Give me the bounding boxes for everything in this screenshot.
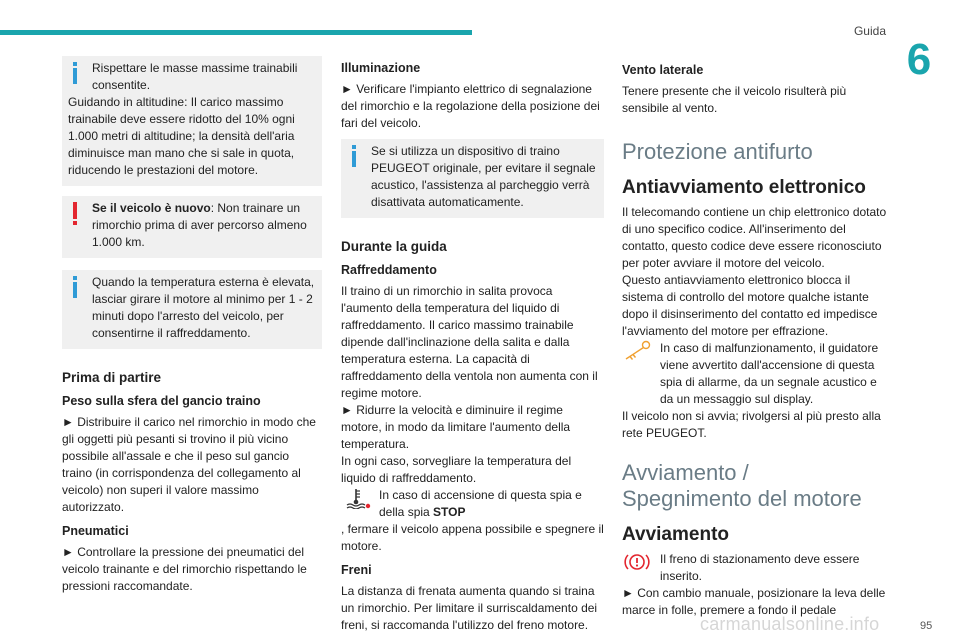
title-avviamento: Avviamento: [622, 524, 729, 545]
header-accent-bar: [0, 30, 472, 35]
warning-box-new-vehicle: [62, 196, 322, 258]
info-box-towing-device: [341, 139, 604, 218]
section-name: Guida: [853, 24, 886, 38]
parking-brake-paragraph: [622, 551, 887, 585]
column-1: [62, 56, 322, 602]
heading-freni: Freni: [341, 563, 372, 577]
chapter-number: 6: [906, 35, 932, 84]
coolant-temperature-icon: [341, 487, 371, 509]
title-avviamento-spegnimento: [622, 460, 887, 512]
title-protezione-antifurto: Protezione antifurto: [622, 139, 813, 164]
paragraph-pneumatici: ► Controllare la pressione dei pneumatici del veicolo trainante e del rimorchio rispettando le pressioni raccomandate.: [62, 545, 307, 593]
heading-prima-di-partire: Prima di partire: [62, 370, 162, 385]
paragraph-peso: ► Distribuire il carico nel rimorchio in modo che gli oggetti più pesanti si trovino il più vicino possibile all'assale e che il peso sul gancio traino (in corrispondenza del collegamento al veicolo) non superi il valore massimo autorizzato.: [62, 415, 316, 514]
info-icon: [349, 145, 359, 173]
key-warning-icon: [622, 340, 652, 362]
info-box-text: Rispettare le masse massime trainabili consentite.: [92, 61, 298, 92]
info-icon: [70, 62, 80, 90]
heading-peso-gancio: Peso sulla sfera del gancio traino: [62, 394, 261, 408]
paragraph-raffreddamento-2: ► Ridurre la velocità e diminuire il regime motore, in modo da limitare l'aumento della temperatura.: [341, 403, 571, 451]
info-box-temperature: [62, 270, 322, 349]
title-antiavviamento: Antiavviamento elettronico: [622, 177, 866, 198]
info-box-text: Se si utilizza un dispositivo di traino PEUGEOT originale, per evitare il segnale acustico, l'assistenza al parcheggio verrà disattivata automaticamente.: [371, 144, 596, 209]
paragraph-illuminazione: ► Verificare l'impianto elettrico di segnalazione del rimorchio e la regolazione della posizione dei fari del veicolo.: [341, 82, 600, 130]
info-box-masses: [62, 56, 322, 186]
parking-brake-text: Il freno di stazionamento deve essere inserito.: [660, 552, 860, 583]
malfunction-paragraph: [622, 340, 887, 408]
column-2: [341, 58, 604, 640]
warning-bold: Se il veicolo è nuovo: [92, 201, 211, 215]
coolant-warning-paragraph: [341, 487, 604, 555]
paragraph-freni: La distanza di frenata aumenta quando si traina un rimorchio. Per limitare il surriscaldamento dei freni, si raccomanda l'utilizzo del freno motore.: [341, 584, 598, 632]
watermark: carmanualsonline.info: [700, 614, 880, 634]
paragraph-raffreddamento-3: In ogni caso, sorvegliare la temperatura del liquido di raffreddamento.: [341, 454, 572, 485]
heading-illuminazione: Illuminazione: [341, 61, 421, 75]
heading-vento-laterale: Vento laterale: [622, 63, 704, 77]
heading-durante-la-guida: Durante la guida: [341, 239, 447, 254]
title-avviamento-line1: Avviamento /: [622, 460, 749, 485]
paragraph-contact-network: Il veicolo non si avvia; rivolgersi al più presto alla rete PEUGEOT.: [622, 409, 881, 440]
parking-brake-warning-icon: [622, 551, 652, 573]
title-avviamento-line2: Spegnimento del motore: [622, 486, 862, 511]
page-number: 95: [920, 620, 933, 632]
warning-text: : Non trainare un rimorchio prima di aver percorso almeno 1.000 km.: [92, 201, 307, 249]
paragraph-cambio-manuale: ► Con cambio manuale, posizionare la leva delle marce in folle, premere a fondo il pedale: [622, 586, 886, 617]
malfunction-text: In caso di malfunzionamento, il guidatore viene avvertito dall'accensione di questa spia di allarme, da un segnale acustico e da un messaggio sul display.: [660, 341, 879, 406]
paragraph-vento: Tenere presente che il veicolo risulterà più sensibile al vento.: [622, 84, 847, 115]
column-3: [622, 58, 887, 619]
paragraph-raffreddamento-1: Il traino di un rimorchio in salita provoca l'aumento della temperatura del liquido di raffreddamento. Il carico massimo trainabile dipende dall'inclinazione della salita e dalla temperatura esterna. La capacità di raffreddamento della ventola non aumenta con il regime motore.: [341, 284, 598, 400]
info-icon: [70, 276, 80, 304]
coolant-text-a: In caso di accensione di questa spia e della spia: [379, 488, 582, 519]
warning-icon: [70, 202, 80, 230]
stop-label: STOP: [433, 505, 466, 519]
heading-pneumatici: Pneumatici: [62, 524, 129, 538]
info-box-text: Quando la temperatura esterna è elevata, lasciar girare il motore al minimo per 1 - 2 minuti dopo l'arresto del veicolo, per consentirne il raffreddamento.: [92, 275, 315, 340]
paragraph-antiavviamento-2: Questo antiavviamento elettronico blocca il sistema di controllo del motore qualche istante dopo il disinserimento del contatto ed impedisce l'avviamento del motore per effrazione.: [622, 273, 878, 338]
info-box-text-2: Guidando in altitudine: Il carico massimo trainabile deve essere ridotto del 10% ogni 1.000 metri di altitudine; la densità dell'aria diminuisce man mano che si sale in quota, riducendo le prestazioni del motore.: [68, 95, 295, 177]
heading-raffreddamento: Raffreddamento: [341, 263, 437, 277]
coolant-text-b: , fermare il veicolo appena possibile e spegnere il motore.: [341, 522, 604, 553]
paragraph-antiavviamento-1: Il telecomando contiene un chip elettronico dotato di uno specifico codice. All'inserimento del contatto, questo codice deve essere riconosciuto per poter avviare il motore del veicolo.: [622, 205, 887, 270]
